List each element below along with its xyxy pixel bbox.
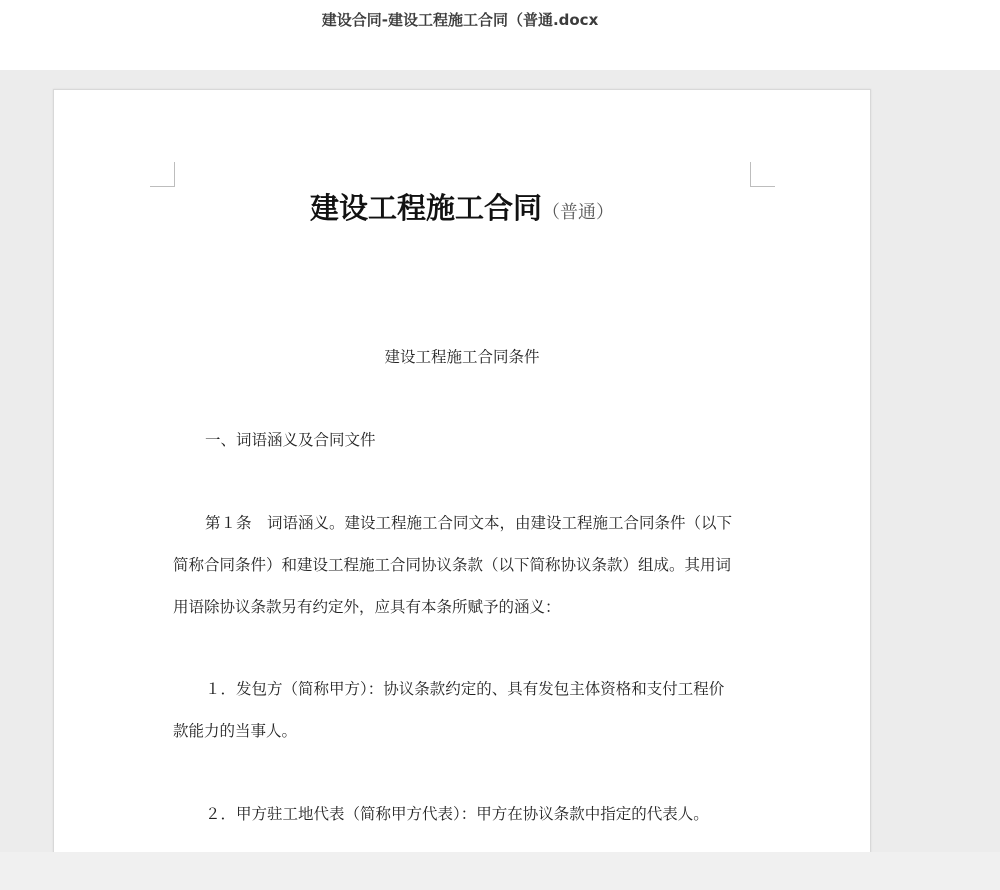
paragraph-line: ２．甲方驻工地代表（简称甲方代表）：甲方在协议条款中指定的代表人。	[205, 805, 709, 823]
bottom-bar	[0, 852, 1000, 890]
paragraph-line: 款能力的当事人。	[173, 722, 298, 740]
section-title: 建设工程施工合同条件	[384, 348, 540, 366]
paragraph-line: １．发包方（简称甲方）：协议条款约定的、具有发包主体资格和支付工程价	[205, 680, 725, 698]
heading-sub-text: （普通）	[542, 202, 614, 223]
paragraph-line: 第１条 词语涵义。建设工程施工合同文本，由建设工程施工合同条件（以下	[205, 514, 733, 532]
document-title: 建设合同-建设工程施工合同（普通.docx	[321, 11, 599, 29]
margin-corner-marker-left	[150, 162, 175, 187]
heading-main-text: 建设工程施工合同	[309, 191, 542, 225]
paragraph-line: 简称合同条件）和建设工程施工合同协议条款（以下简称协议条款）组成。其用词	[173, 556, 732, 574]
paragraph-line: 用语除协议条款另有约定外，应具有本条所赋予的涵义：	[173, 598, 561, 616]
margin-corner-marker-right	[750, 162, 775, 187]
title-bar	[0, 0, 1000, 70]
document-page	[53, 89, 871, 852]
document-heading	[54, 186, 870, 227]
document-viewer[interactable]	[0, 70, 1000, 852]
chapter-heading: 一、词语涵义及合同文件	[205, 431, 376, 449]
